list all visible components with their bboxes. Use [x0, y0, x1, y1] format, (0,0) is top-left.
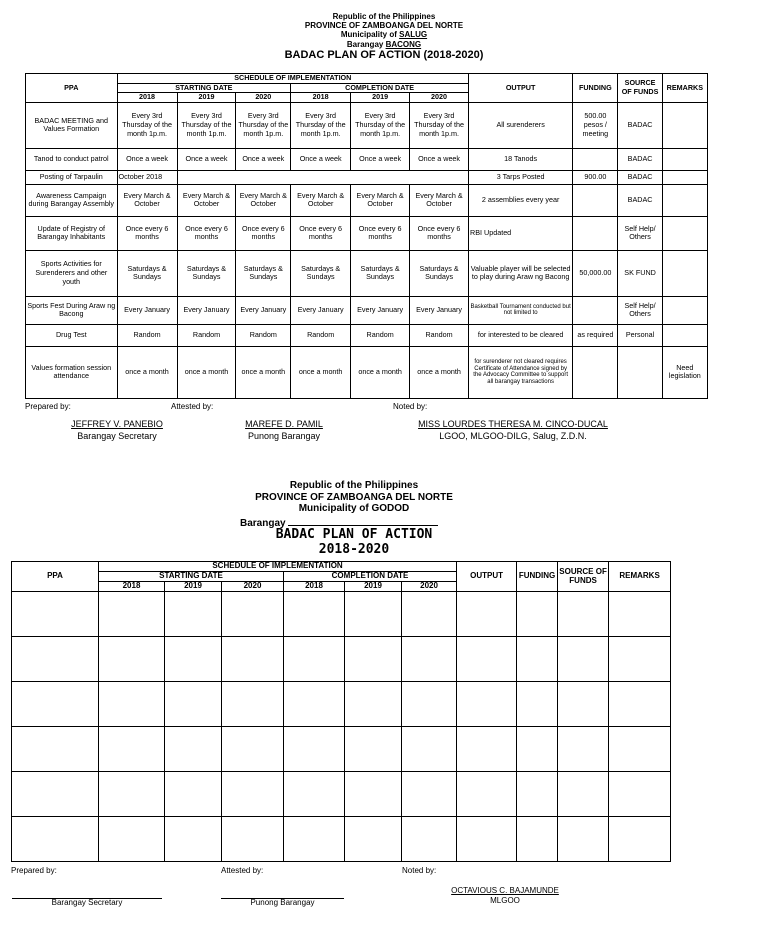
doc2-title	[0, 528, 738, 558]
date-cell: Every 3rd Thursday of the month 1p.m.	[410, 102, 469, 148]
doc1-barangay: Barangay BACONG	[346, 39, 422, 49]
doc2-col-schedule: SCHEDULE OF IMPLEMENTATION	[99, 562, 457, 572]
date-cell: Random	[291, 324, 351, 346]
funding-cell	[573, 346, 618, 398]
date-cell: Every March & October	[351, 184, 410, 216]
doc1-republic: Republic of the Philippines	[332, 12, 436, 21]
source-cell: SK FUND	[618, 250, 662, 296]
ppa-cell: Posting of Tarpaulin	[26, 170, 118, 184]
blank-cell	[558, 817, 609, 862]
date-cell: Saturdays & Sundays	[177, 250, 236, 296]
blank-cell	[12, 727, 99, 772]
blank-cell	[222, 727, 284, 772]
doc2-col-source: SOURCE OF FUNDS	[558, 562, 609, 592]
doc1-year: 2019	[351, 93, 410, 103]
date-cell: Every March & October	[117, 184, 177, 216]
blank-cell	[402, 727, 457, 772]
table-row	[26, 216, 708, 250]
table-row	[12, 682, 671, 727]
output-cell: 3 Tarps Posted	[469, 170, 573, 184]
ppa-cell: Values formation session attendance	[26, 346, 118, 398]
table-row	[26, 296, 708, 324]
date-cell: Once a week	[236, 148, 291, 170]
signatory-title: Barangay Secretary	[77, 430, 157, 441]
blank-cell	[99, 682, 165, 727]
ppa-cell: Sports Activities for Surenderers and other youth	[26, 250, 118, 296]
blank-cell	[345, 817, 402, 862]
date-cell: Random	[117, 324, 177, 346]
table-row	[12, 817, 671, 862]
blank-cell	[99, 772, 165, 817]
doc2-year: 2018	[284, 582, 345, 592]
blank-cell	[222, 772, 284, 817]
doc1-year: 2019	[177, 93, 236, 103]
blank-cell	[12, 592, 99, 637]
blank-cell	[12, 817, 99, 862]
blank-cell	[165, 727, 222, 772]
output-cell: Basketball Tournament conducted but not limited to	[469, 296, 573, 324]
blank-cell	[558, 727, 609, 772]
date-cell: Every 3rd Thursday of the month 1p.m.	[117, 102, 177, 148]
date-cell: Saturdays & Sundays	[410, 250, 469, 296]
remarks-cell	[662, 102, 707, 148]
doc1-col-schedule: SCHEDULE OF IMPLEMENTATION	[117, 74, 468, 84]
funding-cell	[573, 148, 618, 170]
blank-cell	[12, 682, 99, 727]
date-cell: Once a week	[291, 148, 351, 170]
blank-cell	[165, 682, 222, 727]
doc1-col-remarks: REMARKS	[662, 74, 707, 103]
date-cell: Once every 6 months	[117, 216, 177, 250]
remarks-cell	[662, 250, 707, 296]
blank-cell	[402, 592, 457, 637]
date-cell: Every January	[410, 296, 469, 324]
blank-cell	[517, 772, 558, 817]
blank-cell	[165, 637, 222, 682]
blank-cell	[12, 772, 99, 817]
table-row	[26, 250, 708, 296]
table-row	[26, 170, 708, 184]
date-cell: Every March & October	[177, 184, 236, 216]
date-cell: Every January	[117, 296, 177, 324]
ppa-cell: Sports Fest During Araw ng Bacong	[26, 296, 118, 324]
date-cell: Once every 6 months	[236, 216, 291, 250]
source-cell: Self Help/ Others	[618, 296, 662, 324]
doc2-signature-mlgoo	[430, 886, 580, 907]
doc2-year: 2018	[99, 582, 165, 592]
doc2-year: 2020	[402, 582, 457, 592]
doc1-signature-mlgoo	[390, 419, 636, 442]
blank-cell	[609, 727, 671, 772]
doc1-province: PROVINCE OF ZAMBOANGA DEL NORTE	[304, 21, 464, 31]
doc2-prepared-by-label: Prepared by:	[11, 866, 57, 875]
table-row	[26, 346, 708, 398]
doc1-title: BADAC PLAN OF ACTION (2018-2020)	[284, 48, 484, 61]
ppa-cell: Drug Test	[26, 324, 118, 346]
blank-cell	[345, 637, 402, 682]
blank-cell	[99, 727, 165, 772]
doc1-prepared-by-label: Prepared by:	[25, 402, 71, 411]
doc1-year: 2018	[291, 93, 351, 103]
blank-cell	[284, 817, 345, 862]
signatory-name: OCTAVIOUS C. BAJAMUNDE	[451, 886, 559, 895]
date-cell: Every January	[291, 296, 351, 324]
doc2-year: 2019	[165, 582, 222, 592]
blank-cell	[345, 772, 402, 817]
source-cell: BADAC	[618, 102, 662, 148]
date-cell	[291, 170, 351, 184]
blank-cell	[402, 817, 457, 862]
doc2-province: PROVINCE OF ZAMBOANGA DEL NORTE	[255, 491, 453, 503]
blank-cell	[457, 727, 517, 772]
doc2-republic: Republic of the Philippines	[289, 480, 419, 491]
date-cell	[351, 170, 410, 184]
signatory-title: LGOO, MLGOO-DILG, Salug, Z.D.N.	[439, 430, 587, 441]
doc2-municipality: Municipality of GODOD	[298, 503, 410, 514]
output-cell: 2 assemblies every year	[469, 184, 573, 216]
blank-cell	[284, 772, 345, 817]
funding-cell: as required	[573, 324, 618, 346]
blank-cell	[457, 592, 517, 637]
date-cell: once a month	[351, 346, 410, 398]
output-cell: for interested to be cleared	[469, 324, 573, 346]
doc2-col-remarks: REMARKS	[609, 562, 671, 592]
blank-cell	[99, 592, 165, 637]
doc2-year: 2020	[222, 582, 284, 592]
date-cell: October 2018	[117, 170, 177, 184]
blank-cell	[558, 592, 609, 637]
blank-cell	[284, 682, 345, 727]
blank-cell	[517, 817, 558, 862]
signatory-title: Barangay Secretary	[51, 898, 123, 907]
ppa-cell: Awareness Campaign during Barangay Assembly	[26, 184, 118, 216]
doc2-col-funding: FUNDING	[517, 562, 558, 592]
blank-cell	[517, 637, 558, 682]
signatory-name: MISS LOURDES THERESA M. CINCO-DUCAL	[418, 419, 608, 429]
date-cell: Random	[177, 324, 236, 346]
remarks-cell	[662, 170, 707, 184]
doc2-signature-secretary	[12, 898, 162, 908]
blank-cell	[558, 637, 609, 682]
date-cell: Every 3rd Thursday of the month 1p.m.	[236, 102, 291, 148]
doc2-attested-by-label: Attested by:	[221, 866, 264, 875]
table-row	[26, 324, 708, 346]
blank-cell	[345, 727, 402, 772]
blank-cell	[222, 637, 284, 682]
blank-cell	[284, 592, 345, 637]
blank-cell	[402, 682, 457, 727]
table-row	[12, 727, 671, 772]
blank-cell	[222, 592, 284, 637]
doc2-signature-punong	[221, 898, 344, 908]
blank-cell	[345, 592, 402, 637]
doc2-header	[0, 480, 738, 515]
doc2-year: 2019	[345, 582, 402, 592]
signatory-title: MLGOO	[490, 896, 520, 906]
date-cell: once a month	[236, 346, 291, 398]
signatory-name: JEFFREY V. PANEBIO	[71, 419, 163, 429]
date-cell: Every January	[177, 296, 236, 324]
blank-cell	[345, 682, 402, 727]
doc1-col-source: SOURCE OF FUNDS	[618, 74, 662, 103]
blank-cell	[517, 727, 558, 772]
barangay-blank-line	[288, 516, 438, 526]
doc1-signature-secretary	[58, 419, 176, 442]
doc1-signature-punong	[224, 419, 344, 442]
date-cell: once a month	[410, 346, 469, 398]
blank-cell	[12, 637, 99, 682]
output-cell: All surenderers	[469, 102, 573, 148]
source-cell: Personal	[618, 324, 662, 346]
source-cell: Self Help/ Others	[618, 216, 662, 250]
doc1-municipality: Municipality of SALUG	[340, 30, 428, 40]
doc1-col-starting: STARTING DATE	[117, 83, 291, 93]
doc2-noted-by-label: Noted by:	[402, 866, 437, 875]
funding-cell	[573, 184, 618, 216]
blank-cell	[222, 682, 284, 727]
doc2-title-line1: BADAC PLAN OF ACTION	[275, 527, 433, 542]
source-cell: BADAC	[618, 148, 662, 170]
output-cell: for surenderer not cleared requires Certificate of Attendance signed by the Advocacy Committee to support all barangay transactions	[469, 346, 573, 398]
ppa-cell: Update of Registry of Barangay Inhabitants	[26, 216, 118, 250]
remarks-cell	[662, 148, 707, 170]
source-cell	[618, 346, 662, 398]
funding-cell: 500.00 pesos / meeting	[573, 102, 618, 148]
signatory-title: Punong Barangay	[250, 898, 315, 907]
date-cell: Saturdays & Sundays	[291, 250, 351, 296]
output-cell: Valuable player will be selected to play during Araw ng Bacong	[469, 250, 573, 296]
blank-cell	[558, 772, 609, 817]
source-cell: BADAC	[618, 170, 662, 184]
date-cell	[177, 170, 236, 184]
blank-cell	[517, 592, 558, 637]
funding-cell: 900.00	[573, 170, 618, 184]
remarks-cell	[662, 324, 707, 346]
blank-cell	[609, 592, 671, 637]
blank-cell	[517, 682, 558, 727]
blank-cell	[609, 637, 671, 682]
date-cell: Once every 6 months	[291, 216, 351, 250]
funding-cell	[573, 296, 618, 324]
blank-cell	[165, 772, 222, 817]
date-cell: Once a week	[117, 148, 177, 170]
date-cell: Every March & October	[410, 184, 469, 216]
date-cell: Every 3rd Thursday of the month 1p.m.	[177, 102, 236, 148]
doc1-header	[0, 12, 768, 61]
doc1-col-completion: COMPLETION DATE	[291, 83, 469, 93]
date-cell: Saturdays & Sundays	[117, 250, 177, 296]
date-cell: once a month	[291, 346, 351, 398]
signatory-name: MAREFE D. PAMIL	[245, 419, 323, 429]
date-cell: Every 3rd Thursday of the month 1p.m.	[351, 102, 410, 148]
date-cell: Random	[410, 324, 469, 346]
doc1-plan-table	[25, 73, 708, 399]
output-cell: RBI Updated	[469, 216, 573, 250]
blank-cell	[457, 637, 517, 682]
remarks-cell	[662, 216, 707, 250]
doc1-col-output: OUTPUT	[469, 74, 573, 103]
doc1-year: 2020	[410, 93, 469, 103]
date-cell: Random	[351, 324, 410, 346]
doc1-noted-by-label: Noted by:	[393, 402, 428, 411]
date-cell: Once every 6 months	[177, 216, 236, 250]
blank-cell	[284, 727, 345, 772]
output-cell: 18 Tanods	[469, 148, 573, 170]
doc2-title-line2: 2018-2020	[318, 541, 390, 557]
date-cell: Every 3rd Thursday of the month 1p.m.	[291, 102, 351, 148]
blank-cell	[165, 817, 222, 862]
date-cell: Once every 6 months	[351, 216, 410, 250]
blank-cell	[284, 637, 345, 682]
ppa-cell: Tanod to conduct patrol	[26, 148, 118, 170]
signatory-title: Punong Barangay	[247, 430, 321, 441]
date-cell: Once a week	[410, 148, 469, 170]
doc1-year: 2020	[236, 93, 291, 103]
table-row	[12, 592, 671, 637]
date-cell: Saturdays & Sundays	[351, 250, 410, 296]
date-cell: Random	[236, 324, 291, 346]
date-cell: once a month	[117, 346, 177, 398]
blank-cell	[165, 592, 222, 637]
date-cell	[236, 170, 291, 184]
table-row	[26, 102, 708, 148]
table-row	[12, 772, 671, 817]
blank-cell	[609, 817, 671, 862]
funding-cell	[573, 216, 618, 250]
remarks-cell: Need legislation	[662, 346, 707, 398]
date-cell: Every January	[236, 296, 291, 324]
ppa-cell: BADAC MEETING and Values Formation	[26, 102, 118, 148]
blank-cell	[457, 772, 517, 817]
blank-cell	[402, 637, 457, 682]
remarks-cell	[662, 184, 707, 216]
blank-cell	[402, 772, 457, 817]
date-cell: Every March & October	[236, 184, 291, 216]
date-cell: Every March & October	[291, 184, 351, 216]
blank-cell	[222, 817, 284, 862]
barangay-label: Barangay	[240, 518, 286, 529]
blank-cell	[609, 772, 671, 817]
doc2-plan-table	[11, 561, 671, 862]
doc2-col-ppa: PPA	[12, 562, 99, 592]
remarks-cell	[662, 296, 707, 324]
blank-cell	[99, 637, 165, 682]
date-cell: Saturdays & Sundays	[236, 250, 291, 296]
table-row	[26, 184, 708, 216]
doc1-col-funding: FUNDING	[573, 74, 618, 103]
date-cell: once a month	[177, 346, 236, 398]
blank-cell	[457, 817, 517, 862]
doc2-col-completion: COMPLETION DATE	[284, 572, 457, 582]
doc1-year: 2018	[117, 93, 177, 103]
blank-cell	[99, 817, 165, 862]
funding-cell: 50,000.00	[573, 250, 618, 296]
source-cell: BADAC	[618, 184, 662, 216]
doc2-col-output: OUTPUT	[457, 562, 517, 592]
doc2-col-starting: STARTING DATE	[99, 572, 284, 582]
date-cell: Once a week	[351, 148, 410, 170]
doc1-attested-by-label: Attested by:	[171, 402, 214, 411]
date-cell: Once a week	[177, 148, 236, 170]
blank-cell	[457, 682, 517, 727]
doc1-col-ppa: PPA	[26, 74, 118, 103]
table-row	[26, 148, 708, 170]
blank-cell	[558, 682, 609, 727]
date-cell: Every January	[351, 296, 410, 324]
date-cell	[410, 170, 469, 184]
date-cell: Once every 6 months	[410, 216, 469, 250]
blank-cell	[609, 682, 671, 727]
table-row	[12, 637, 671, 682]
